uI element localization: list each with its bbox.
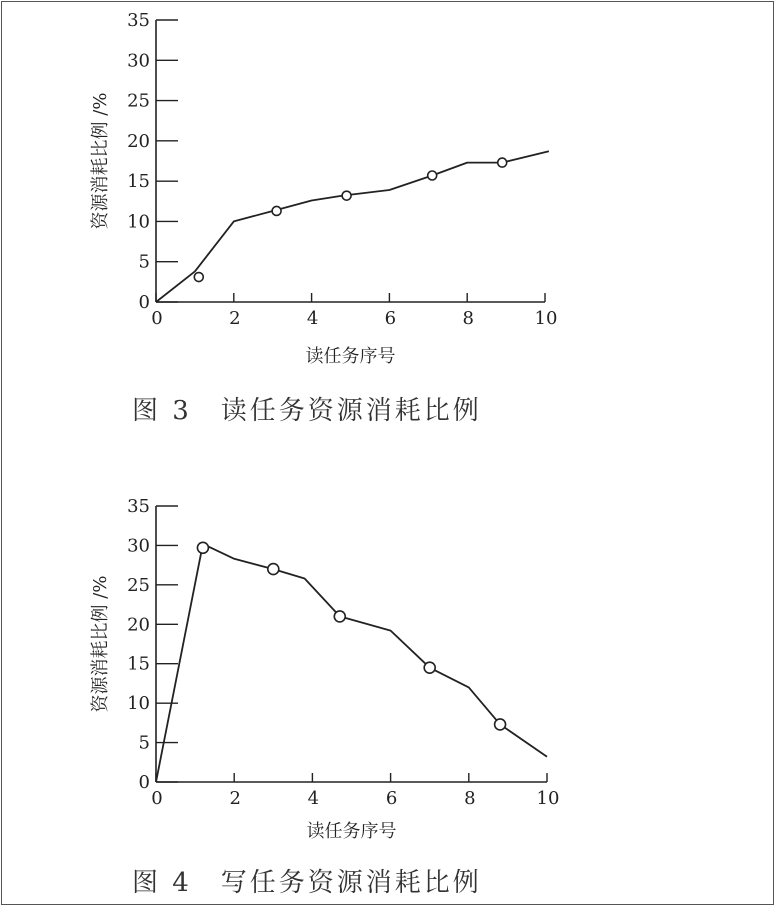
x-tick-label: 8 [464,788,476,809]
y-tick-label: 20 [127,130,150,152]
y-tick-label: 10 [127,693,150,715]
x-tick-label: 8 [462,308,474,329]
data-point-marker [334,611,345,622]
y-tick-label: 30 [127,535,150,557]
y-tick-label: 25 [127,90,150,112]
series-line [156,544,547,782]
data-point-marker [272,206,281,215]
y-axis-label: 资源消耗比例 /% [90,92,111,230]
x-tick-label: 0 [151,308,163,329]
data-point-marker [424,662,435,673]
y-tick-label: 15 [127,171,150,193]
read-task-chart [0,0,777,380]
data-point-marker [495,719,506,730]
x-tick-label: 10 [536,788,560,809]
x-tick-label: 0 [151,788,163,809]
y-tick-label: 0 [138,772,150,793]
x-tick-label: 4 [307,788,320,809]
x-axis-label: 读任务序号 [306,821,397,842]
write-task-caption: 图 4 写任务资源消耗比例 [132,868,482,898]
x-tick-label: 6 [385,788,398,809]
y-axis-label: 资源消耗比例 /% [90,575,111,713]
series-line [156,151,549,302]
data-point-marker [268,564,279,575]
y-tick-label: 30 [127,50,150,72]
y-tick-label: 20 [127,614,150,636]
y-tick-label: 35 [127,496,150,517]
y-tick-label: 5 [138,251,150,273]
read-task-caption: 图 3 读任务资源消耗比例 [132,396,482,426]
y-tick-label: 5 [138,732,150,754]
y-tick-label: 25 [127,574,150,596]
x-tick-label: 6 [384,308,397,329]
x-tick-label: 4 [306,308,319,329]
data-point-marker [342,191,351,200]
write-task-chart [0,490,777,850]
x-tick-label: 2 [229,788,241,809]
x-tick-label: 2 [229,308,241,329]
y-tick-label: 10 [127,211,150,233]
data-point-marker [498,158,507,167]
x-tick-label: 10 [534,308,558,329]
data-point-marker [197,542,208,553]
y-tick-label: 15 [127,653,150,675]
x-axis-label: 读任务序号 [305,346,396,367]
y-tick-label: 0 [138,292,150,313]
data-point-marker [428,171,437,180]
data-point-marker [194,273,203,282]
y-tick-label: 35 [127,10,150,31]
